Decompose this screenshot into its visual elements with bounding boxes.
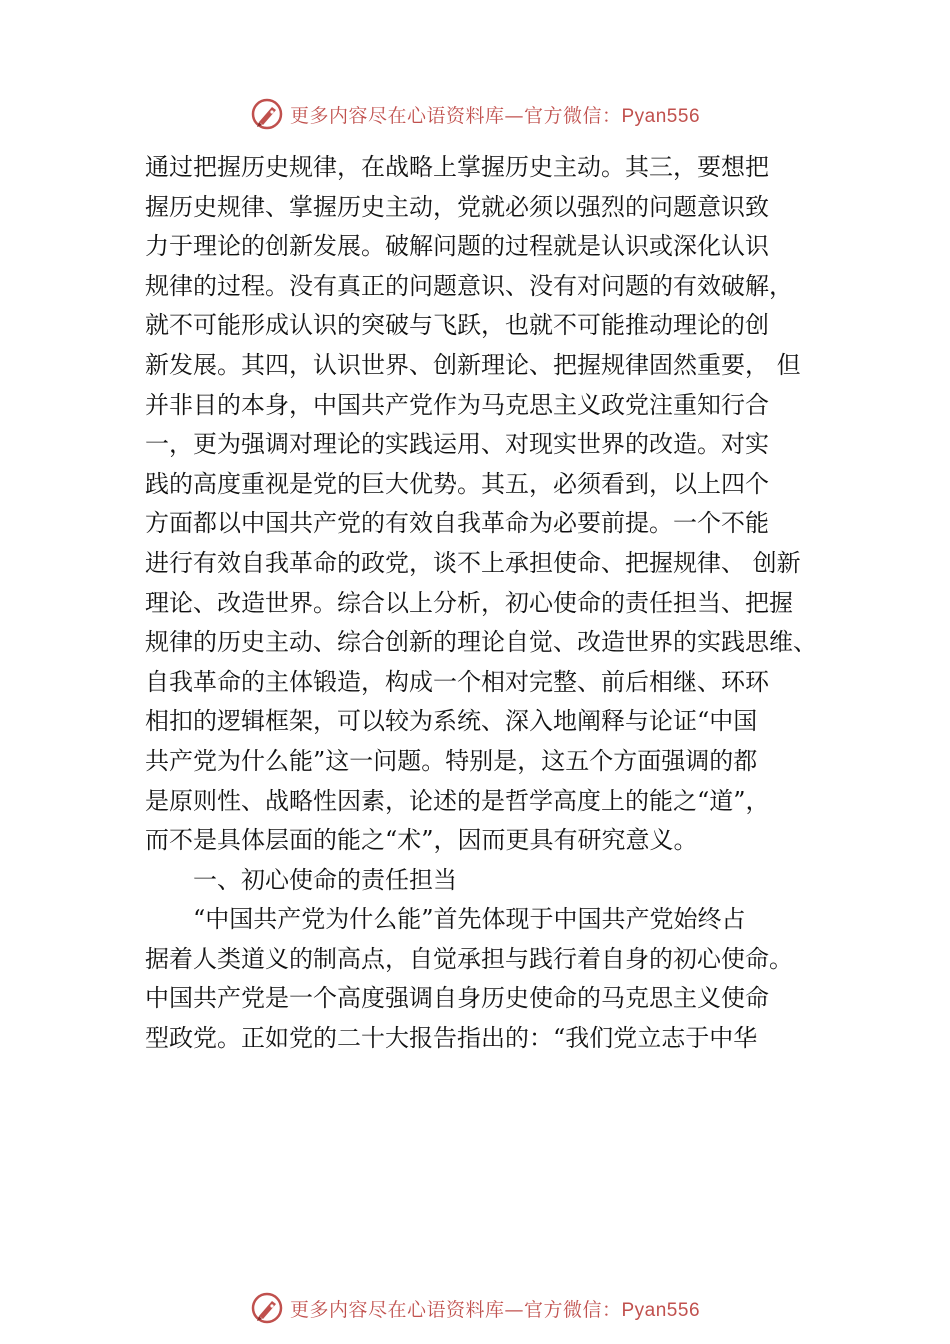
body-line: 并非目的本身，中国共产党作为马克思主义政党注重知行合: [145, 390, 769, 419]
pen-nib-logo-icon: [250, 1291, 284, 1325]
body-line: 中国共产党是一个高度强调自身历史使命的马克思主义使命: [145, 984, 769, 1013]
body-line: 共产党为什么能”这一问题。特别是，这五个方面强调的都: [145, 746, 758, 775]
body-line: 就不可能形成认识的突破与飞跃，也就不可能推动理论的创: [145, 311, 769, 340]
header-banner: [0, 92, 950, 136]
body-line: 新发展。其四，认识世界、创新理论、把握规律固然重要， 但: [145, 350, 801, 379]
body-line: 自我革命的主体锻造，构成一个相对完整、前后相继、环环: [145, 667, 769, 696]
footer-banner-text: [290, 1295, 700, 1322]
footer-wechat-id: Pyan556: [621, 1299, 701, 1321]
header-banner-text: [290, 101, 700, 128]
body-line: 力于理论的创新发展。破解问题的过程就是认识或深化认识: [145, 232, 769, 261]
body-line: 而不是具体层面的能之“术”，因而更具有研究意义。: [145, 826, 698, 855]
body-line: 型政党。正如党的二十大报告指出的：“我们党立志于中华: [145, 1024, 758, 1053]
body-line: 规律的过程。没有真正的问题意识、没有对问题的有效破解，: [145, 271, 793, 300]
body-line: 规律的历史主动、综合创新的理论自觉、改造世界的实践思维、: [145, 628, 817, 657]
body-line: 理论、改造世界。综合以上分析，初心使命的责任担当、把握: [145, 588, 793, 617]
pen-nib-logo-icon: [250, 97, 284, 131]
footer-banner: [0, 1286, 950, 1330]
body-line: 是原则性、战略性因素，论述的是哲学高度上的能之“道”，: [145, 786, 770, 815]
body-line: 据着人类道义的制高点，自觉承担与践行着自身的初心使命。: [145, 944, 793, 973]
header-wechat-id: Pyan556: [621, 105, 701, 127]
body-line: 握历史规律、掌握历史主动，党就必须以强烈的问题意识致: [145, 192, 769, 221]
document-body: [145, 148, 835, 1059]
header-brand-text: 更多内容尽在心语资料库—官方微信：: [289, 104, 622, 127]
body-line: “中国共产党为什么能”首先体现于中国共产党始终占: [193, 905, 746, 934]
footer-brand-text: 更多内容尽在心语资料库—官方微信：: [289, 1298, 622, 1321]
body-line: 相扣的逻辑框架，可以较为系统、深入地阐释与论证“中国: [145, 707, 758, 736]
body-line: 践的高度重视是党的巨大优势。其五，必须看到，以上四个: [145, 469, 769, 498]
body-line: 进行有效自我革命的政党，谈不上承担使命、把握规律、 创新: [145, 548, 801, 577]
body-line: 通过把握历史规律，在战略上掌握历史主动。其三，要想把: [145, 153, 769, 181]
body-line: 一，更为强调对理论的实践运用、对现实世界的改造。对实: [145, 430, 769, 459]
body-line: 方面都以中国共产党的有效自我革命为必要前提。一个不能: [145, 509, 769, 538]
section-heading: 一、初心使命的责任担当: [193, 865, 457, 894]
